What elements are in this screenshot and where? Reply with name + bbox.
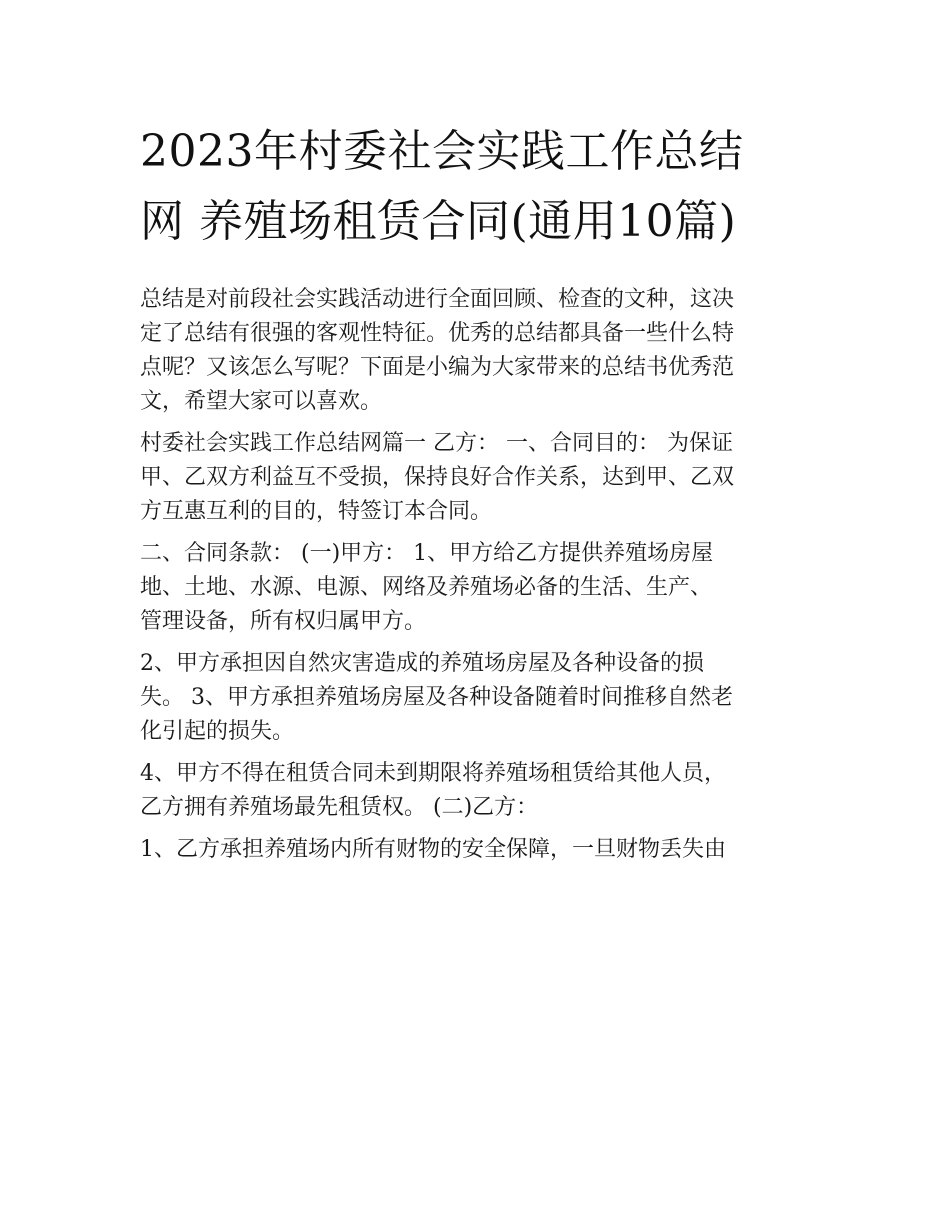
paragraph-party-b-clause-1 [140,833,820,867]
paragraph-intro [140,283,820,419]
paragraph-line: 管理设备，所有权归属甲方。 [140,609,427,634]
paragraph-line: 乙方拥有养殖场最先租赁权。 (二)乙方： [140,795,539,820]
paragraph-line: 2、甲方承担因自然灾害造成的养殖场房屋及各种设备的损 [140,651,704,676]
paragraph-line: 4、甲方不得在租赁合同未到期限将养殖场租赁给其他人员， [140,761,726,786]
title-line-1: 2023年村委社会实践工作总结 [140,126,744,177]
paragraph-clause-4 [140,757,820,825]
document-title [140,117,830,257]
document-body [140,283,820,867]
paragraph-line: 二、合同条款： (一)甲方： 1、甲方给乙方提供养殖场房屋 [140,541,714,566]
paragraph-line: 点呢？又该怎么写呢？下面是小编为大家带来的总结书优秀范 [140,355,735,380]
paragraph-contract-purpose [140,427,820,529]
paragraph-line: 失。 3、甲方承担养殖场房屋及各种设备随着时间推移自然老 [140,685,733,710]
paragraph-clause-2-3 [140,647,820,749]
paragraph-line: 方互惠互利的目的，特签订本合同。 [140,499,493,524]
paragraph-line: 化引起的损失。 [140,719,295,744]
paragraph-line: 总结是对前段社会实践活动进行全面回顾、检查的文种，这决 [140,287,735,312]
title-line-2: 网 养殖场租赁合同(通用10篇) [140,196,737,247]
paragraph-contract-terms [140,537,820,639]
paragraph-line: 地、土地、水源、电源、网络及养殖场必备的生活、生产、 [140,575,713,600]
paragraph-line: 文，希望大家可以喜欢。 [140,389,383,414]
paragraph-line: 1、乙方承担养殖场内所有财物的安全保障，一旦财物丢失由 [140,837,726,862]
paragraph-line: 定了总结有很强的客观性特征。优秀的总结都具备一些什么特 [140,321,735,346]
paragraph-line: 村委社会实践工作总结网篇一 乙方： 一、合同目的： 为保证 [140,431,733,456]
paragraph-line: 甲、乙双方利益互不受损，保持良好合作关系，达到甲、乙双 [140,465,735,490]
